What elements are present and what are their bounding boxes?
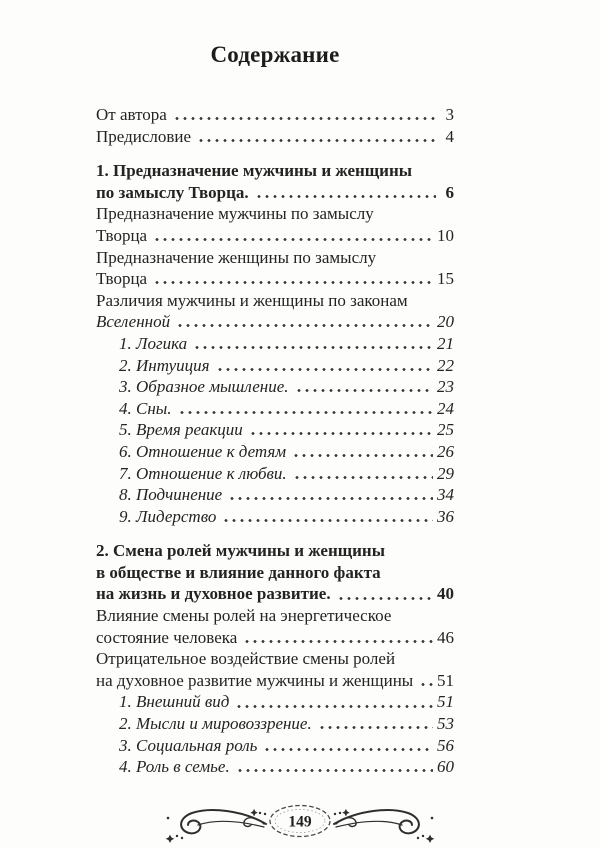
dot-leader — [216, 367, 433, 372]
toc-entry-page: 25 — [437, 420, 454, 440]
toc-entry-page: 29 — [437, 463, 454, 483]
toc-entry-title: Предисловие — [96, 126, 192, 146]
toc-entry — [96, 126, 454, 148]
toc-entry — [96, 441, 454, 463]
dot-leader — [293, 475, 433, 480]
toc-entry-title: 1. Внешний вид — [119, 692, 230, 712]
toc-entry — [96, 648, 454, 670]
toc-entry-title: Предназначение женщины по замыслу — [96, 247, 377, 267]
toc-entry-title: на духовное развитие мужчины и женщины — [96, 670, 414, 690]
toc-entry-title: 9. Лидерство — [119, 506, 217, 526]
toc-entry-title: 2. Мысли и мировоззрение. — [119, 714, 312, 734]
toc-entry-title: 1. Логика — [119, 333, 188, 353]
toc-entry — [96, 311, 454, 333]
dot-leader — [419, 682, 433, 687]
dot-leader — [249, 431, 433, 436]
toc-entry-title: 6. Отношение к детям — [119, 441, 287, 461]
toc-entry-page: 53 — [437, 714, 454, 734]
toc-entry — [96, 398, 454, 420]
toc-entry — [96, 419, 454, 441]
toc-entry-title: Различия мужчины и женщины по законам — [96, 290, 408, 310]
toc-entry-title: 7. Отношение к любви. — [119, 463, 287, 483]
toc-entry — [96, 333, 454, 355]
page-title: Содержание — [210, 42, 340, 67]
toc-entry — [96, 203, 454, 225]
toc-entry-title: 3. Образное мышление. — [119, 377, 289, 397]
toc-entry — [96, 540, 454, 562]
toc-entry-page: 56 — [437, 735, 454, 755]
toc-entry-page: 46 — [437, 627, 454, 647]
toc-entry-page: 24 — [437, 398, 454, 418]
toc-entry — [96, 268, 454, 290]
toc-entry-page: 34 — [437, 485, 454, 505]
toc-entry-page: 60 — [437, 757, 454, 777]
toc-entry — [96, 756, 454, 778]
dot-leader — [178, 410, 433, 415]
toc-entry — [96, 182, 454, 204]
toc-entry — [96, 670, 454, 692]
toc-entry-page: 22 — [437, 355, 454, 375]
toc-entry-page: 26 — [437, 441, 454, 461]
dot-leader — [173, 116, 436, 121]
toc-entry-page: 21 — [437, 333, 454, 353]
toc-entry — [96, 562, 454, 584]
toc-entry — [96, 355, 454, 377]
toc-entry-page: 20 — [437, 312, 454, 332]
toc-entry — [96, 583, 454, 605]
toc-entry-title: Отрицательное воздействие смены ролей — [96, 649, 396, 669]
page-footer-ornament — [140, 794, 460, 848]
toc-entry-title: 4. Роль в семье. — [119, 757, 230, 777]
toc-entry-page: 10 — [437, 225, 454, 245]
toc-entry-title: 1. Предназначение мужчины и женщины — [96, 161, 413, 181]
toc-entry-page: 6 — [445, 182, 454, 202]
dot-leader — [222, 518, 433, 523]
flourish-right-icon — [334, 809, 434, 843]
toc-entry-title: 2. Смена ролей мужчины и женщины — [96, 541, 385, 561]
toc-entry-title: 4. Сны. — [119, 398, 172, 418]
toc-entry-title: От автора — [96, 105, 167, 124]
toc-entry — [96, 290, 454, 312]
toc-entry-title: в обществе и влияние данного факта — [96, 562, 381, 582]
toc-entry-title: по замыслу Творца. — [96, 182, 249, 202]
toc-entry — [96, 225, 454, 247]
toc-entry-title: Вселенной — [96, 312, 171, 332]
dot-leader — [193, 345, 433, 350]
toc-entry-title: на жизнь и духовное развитие. — [96, 584, 331, 604]
dot-leader — [318, 725, 433, 730]
toc-entry — [96, 104, 454, 126]
toc-entry-page: 51 — [437, 670, 454, 690]
toc-entry — [96, 160, 454, 182]
toc-entry-title: 8. Подчинение — [119, 485, 223, 505]
dot-leader — [228, 496, 433, 501]
toc-entry — [96, 247, 454, 269]
page-number: 149 — [288, 813, 312, 831]
dot-leader — [197, 138, 436, 143]
dot-leader — [236, 768, 433, 773]
toc-entry-page: 15 — [437, 269, 454, 289]
toc-entry — [96, 735, 454, 757]
toc-entry-title: состояние человека — [96, 627, 238, 647]
dot-leader — [337, 596, 433, 601]
dot-leader — [295, 388, 434, 393]
dot-leader — [292, 453, 433, 458]
dot-leader — [153, 237, 433, 242]
dot-leader — [235, 704, 433, 709]
toc-entry-page: 51 — [437, 692, 454, 712]
toc-entry-page: 36 — [437, 506, 454, 526]
dot-leader — [255, 194, 436, 199]
toc-entry — [96, 484, 454, 506]
toc-entry — [96, 605, 454, 627]
toc-entry-page: 3 — [445, 105, 454, 124]
toc-entry-page: 40 — [437, 584, 454, 604]
dot-leader — [153, 280, 433, 285]
toc-entry — [96, 627, 454, 649]
page-number-badge — [270, 805, 330, 836]
toc-entry — [96, 506, 454, 528]
toc-entry-title: Творца — [96, 269, 148, 289]
toc-entry-page: 23 — [437, 377, 454, 397]
toc-entry-title: Влияние смены ролей на энергетическое — [96, 606, 392, 626]
toc-entry — [96, 376, 454, 398]
flourish-ornament-icon — [150, 794, 450, 848]
toc-entry-title: Предназначение мужчины по замыслу — [96, 204, 374, 224]
toc-entry — [96, 463, 454, 485]
dot-leader — [176, 323, 433, 328]
toc-entry-title: Творца — [96, 225, 148, 245]
toc-entry-title: 3. Социальная роль — [119, 735, 258, 755]
toc-entry-title: 2. Интуиция — [119, 355, 210, 375]
toc-entry — [96, 691, 454, 713]
flourish-left-icon — [166, 809, 266, 843]
toc-list — [96, 104, 454, 778]
dot-leader — [263, 747, 433, 752]
toc-entry-page: 4 — [445, 126, 454, 146]
toc-entry-title: 5. Время реакции — [119, 420, 243, 440]
dot-leader — [243, 639, 433, 644]
toc-entry — [96, 713, 454, 735]
